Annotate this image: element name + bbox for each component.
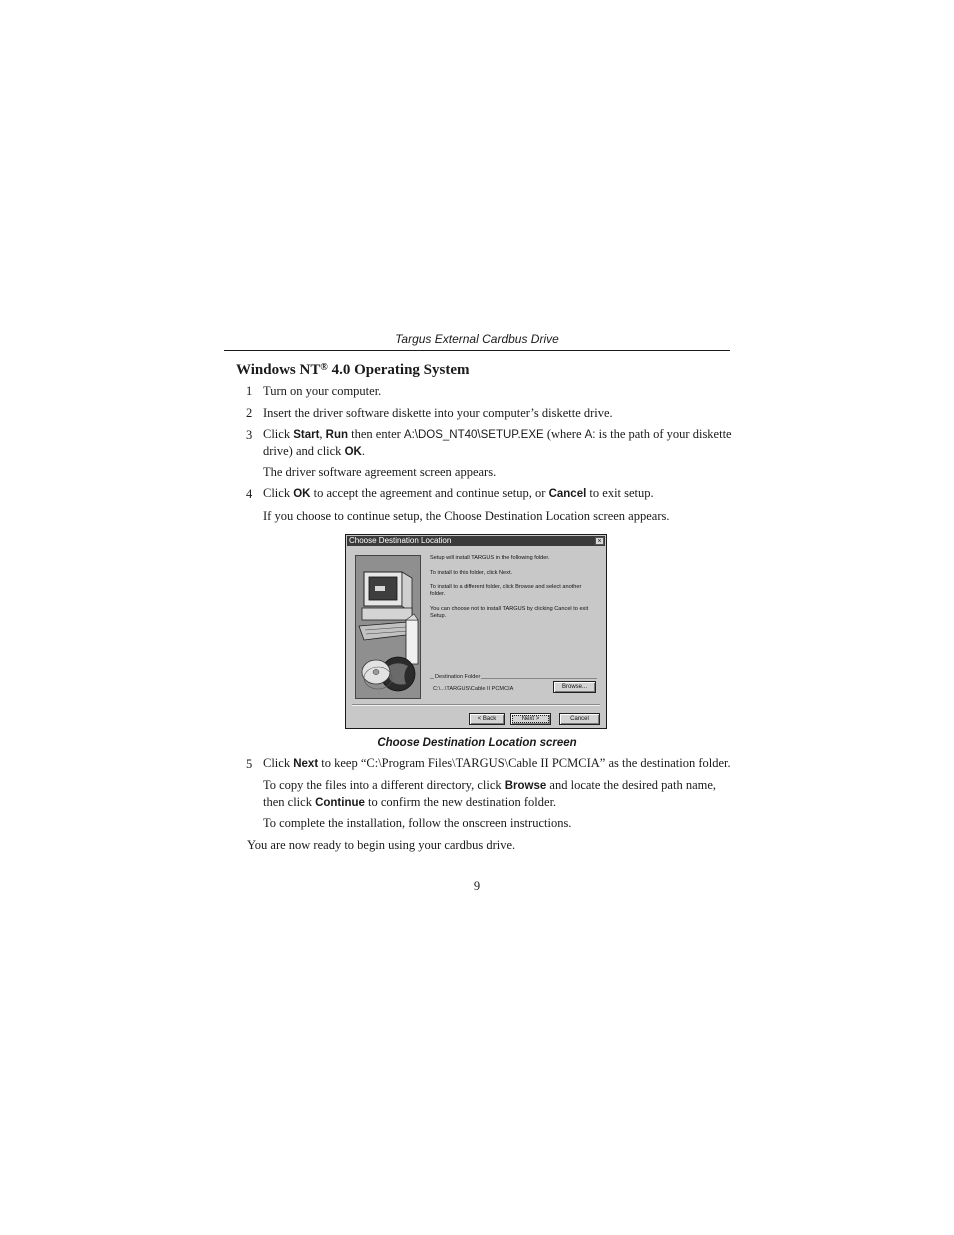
destination-path: C:\...\TARGUS\Cable II PCMCIA [433,686,514,692]
ui-term-next: Next [293,758,319,770]
setup-artwork [355,555,421,699]
step-note: The driver software agreement screen appears. [263,465,497,479]
step-text [263,756,739,773]
step-text [263,427,733,460]
text-run: , [319,427,326,441]
step-note: If you choose to continue setup, the Choose Destination Location screen appears. [263,509,670,523]
text-run: then enter [348,427,404,441]
section-title-prefix: Windows NT [236,362,321,378]
text-run: Click [263,756,294,770]
page-number: 9 [473,879,481,893]
step-text [263,486,733,503]
step-note [263,778,733,811]
dialog-message-browse: To install to a different folder, click Browse and select another folder. [430,584,582,597]
step-note: To complete the installation, follow the onscreen instructions. [263,816,572,830]
dialog-title: Choose Destination Location [349,536,452,545]
ui-term-ok: OK [344,445,362,458]
text-run: Click [263,486,294,500]
setup-path: A:\DOS_NT40\SETUP.EXE [403,429,544,441]
closing-paragraph: You are now ready to begin using your cardbus drive. [247,838,516,852]
close-button[interactable]: × [595,537,604,545]
ui-term-run: Run [325,429,349,441]
running-header: Targus External Cardbus Drive [395,332,559,346]
text-run: (where [543,427,585,441]
setup-artwork-svg [356,556,420,698]
step-text: Turn on your computer. [263,384,382,398]
dialog-titlebar [347,536,605,546]
next-button[interactable]: Next > [510,713,551,725]
destination-group-label: Destination Folder [435,674,481,680]
drive-letter: A: [584,429,596,441]
step-number: 3 [246,428,253,442]
ui-term-browse: Browse [504,780,547,792]
ui-term-ok: OK [293,488,311,500]
text-run: Click [263,427,294,441]
step-number: 1 [246,384,253,398]
text-run: to keep “C:\Program Files\TARGUS\Cable II PCMCIA” as the destination folder. [318,756,731,770]
text-run: To copy the files into a different directory, click [263,778,505,792]
text-run: to exit setup. [586,486,654,500]
text-run: and locate the desired path name, then click [263,778,717,809]
step-number: 4 [246,487,253,501]
registered-mark: ® [320,362,328,373]
ui-term-start: Start [293,429,320,441]
section-title-suffix: 4.0 Operating System [327,362,470,378]
step-number: 2 [246,406,253,420]
figure-caption: Choose Destination Location screen [377,737,577,749]
browse-button[interactable]: Browse... [553,681,596,693]
text-run: to confirm the new destination folder. [364,794,557,809]
choose-destination-dialog [345,534,607,729]
back-button[interactable]: < Back [469,713,505,725]
text-run: . [361,443,365,458]
section-title [236,361,470,379]
header-rule [224,350,730,351]
text-run: is the path of your diskette drive) and click [263,427,732,458]
dialog-message-next: To install to this folder, click Next. [430,570,513,576]
dialog-message-install: Setup will install TARGUS in the following folder. [430,555,550,561]
cancel-button[interactable]: Cancel [559,713,600,725]
ui-term-continue: Continue [315,796,365,809]
dialog-message-cancel: You can choose not to install TARGUS by clicking Cancel to exit Setup. [430,606,589,619]
text-run: to accept the agreement and continue setup, or [310,486,549,500]
dialog-separator [352,704,600,706]
step-text: Insert the driver software diskette into your computer’s diskette drive. [263,406,613,420]
ui-term-cancel: Cancel [548,488,587,500]
step-number: 5 [246,757,253,771]
